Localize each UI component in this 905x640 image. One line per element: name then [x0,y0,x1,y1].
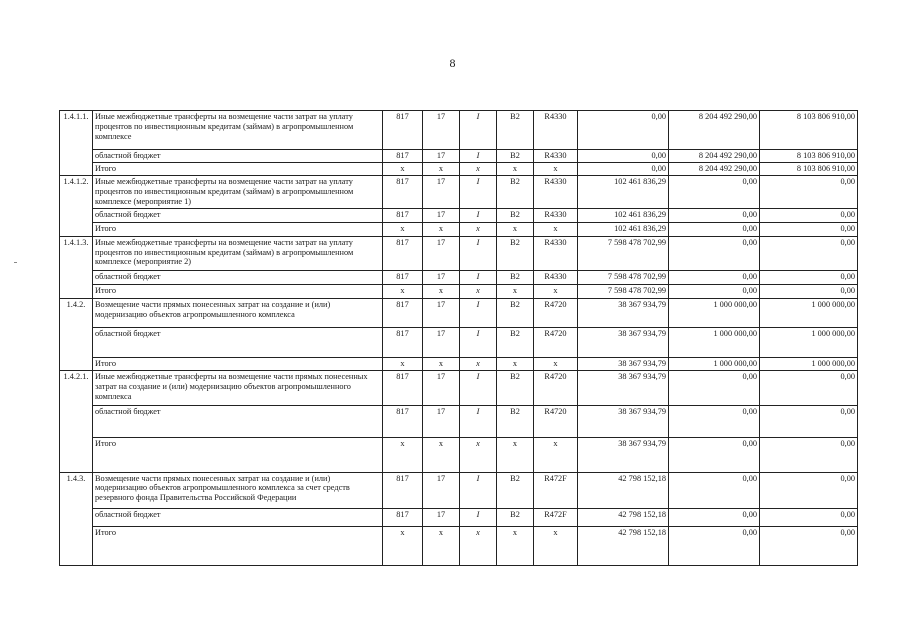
amount-year-1: 7 598 478 702,99 [578,270,669,284]
code-ministry: 817 [383,236,423,270]
item-description: Иные межбюджетные трансферты на возмещение части прямых понесенных затрат на создание и (или) модернизацию объектов агропромышленного комплекса [93,371,383,406]
code-program: 17 [423,208,460,222]
amount-year-1: 38 367 934,79 [578,406,669,438]
amount-year-3: 8 103 806 910,00 [760,150,858,163]
code-subprogram: I [460,111,497,150]
amount-year-1: 102 461 836,29 [578,222,669,236]
amount-year-1: 7 598 478 702,99 [578,284,669,298]
total-label: Итого [93,284,383,298]
code-event: х [497,358,534,371]
code-program: х [423,163,460,176]
code-event: B2 [497,508,534,526]
table-row [60,236,858,270]
item-number: 1.4.1.1. [60,111,93,176]
code-program: 17 [423,406,460,438]
code-subprogram: I [460,176,497,208]
code-program: 17 [423,298,460,327]
amount-year-1: 102 461 836,29 [578,176,669,208]
item-number: 1.4.2.1. [60,371,93,472]
code-subprogram: I [460,472,497,508]
code-subprogram: х [460,526,497,565]
code-ministry: 817 [383,208,423,222]
code-ministry: х [383,163,423,176]
code-event: B2 [497,176,534,208]
code-event: B2 [497,406,534,438]
code-ministry: 817 [383,150,423,163]
code-direction: R4720 [534,371,578,406]
budget-source-label: областной бюджет [93,328,383,358]
code-event: B2 [497,298,534,327]
amount-year-3: 0,00 [760,438,858,472]
code-ministry: 817 [383,406,423,438]
amount-year-2: 0,00 [669,222,760,236]
code-direction: R4330 [534,176,578,208]
total-label: Итого [93,222,383,236]
code-subprogram: х [460,284,497,298]
code-program: х [423,526,460,565]
amount-year-2: 0,00 [669,438,760,472]
amount-year-2: 0,00 [669,406,760,438]
item-description: Иные межбюджетные трансферты на возмещение части затрат на уплату процентов по инвестиционным кредитам (займам) в агропромышленном комплексе (мероприятие 2) [93,236,383,270]
code-direction: R4720 [534,406,578,438]
budget-source-label: областной бюджет [93,406,383,438]
amount-year-2: 0,00 [669,176,760,208]
code-subprogram: I [460,508,497,526]
code-direction: R4330 [534,236,578,270]
budget-source-label: областной бюджет [93,270,383,284]
code-ministry: 817 [383,472,423,508]
amount-year-1: 0,00 [578,150,669,163]
code-ministry: 817 [383,270,423,284]
code-subprogram: х [460,438,497,472]
code-program: 17 [423,472,460,508]
code-program: х [423,438,460,472]
code-ministry: 817 [383,176,423,208]
table-row [60,284,858,298]
code-event: B2 [497,328,534,358]
table-row [60,438,858,472]
code-event: B2 [497,270,534,284]
table-row [60,208,858,222]
amount-year-2: 8 204 492 290,00 [669,163,760,176]
code-subprogram: I [460,298,497,327]
code-subprogram: х [460,222,497,236]
code-ministry: х [383,438,423,472]
table-row [60,176,858,208]
code-subprogram: I [460,328,497,358]
total-label: Итого [93,438,383,472]
total-label: Итого [93,358,383,371]
item-description: Возмещение части прямых понесенных затрат на создание и (или) модернизацию объектов агропромышленного комплекса за счет средств резервного фонда Правительства Российской Федерации [93,472,383,508]
amount-year-3: 0,00 [760,371,858,406]
amount-year-2: 0,00 [669,236,760,270]
amount-year-1: 38 367 934,79 [578,371,669,406]
code-event: B2 [497,371,534,406]
amount-year-2: 0,00 [669,371,760,406]
total-label: Итого [93,163,383,176]
code-direction: R4330 [534,208,578,222]
amount-year-3: 0,00 [760,284,858,298]
item-description: Иные межбюджетные трансферты на возмещение части затрат на уплату процентов по инвестиционным кредитам (займам) в агропромышленном комплексе (мероприятие 1) [93,176,383,208]
code-event: х [497,284,534,298]
code-ministry: х [383,526,423,565]
amount-year-1: 102 461 836,29 [578,208,669,222]
code-direction: х [534,284,578,298]
code-direction: R4330 [534,270,578,284]
code-program: 17 [423,236,460,270]
amount-year-3: 8 103 806 910,00 [760,163,858,176]
amount-year-2: 0,00 [669,208,760,222]
amount-year-2: 8 204 492 290,00 [669,111,760,150]
amount-year-3: 0,00 [760,222,858,236]
budget-source-label: областной бюджет [93,150,383,163]
code-direction: R4330 [534,150,578,163]
code-program: х [423,284,460,298]
amount-year-2: 1 000 000,00 [669,328,760,358]
amount-year-3: 0,00 [760,236,858,270]
amount-year-1: 0,00 [578,111,669,150]
amount-year-2: 1 000 000,00 [669,358,760,371]
code-program: 17 [423,111,460,150]
code-subprogram: I [460,270,497,284]
item-number: 1.4.2. [60,298,93,370]
amount-year-3: 1 000 000,00 [760,298,858,327]
code-subprogram: х [460,163,497,176]
table-row [60,150,858,163]
code-program: 17 [423,270,460,284]
code-event: B2 [497,472,534,508]
table-row [60,163,858,176]
code-event: B2 [497,150,534,163]
amount-year-1: 7 598 478 702,99 [578,236,669,270]
amount-year-2: 0,00 [669,472,760,508]
table-row [60,406,858,438]
table-row [60,371,858,406]
amount-year-3: 0,00 [760,270,858,284]
code-program: х [423,222,460,236]
code-program: х [423,358,460,371]
amount-year-3: 1 000 000,00 [760,328,858,358]
code-program: 17 [423,150,460,163]
code-event: х [497,222,534,236]
amount-year-2: 0,00 [669,526,760,565]
amount-year-2: 8 204 492 290,00 [669,150,760,163]
table-row [60,270,858,284]
code-subprogram: I [460,150,497,163]
code-ministry: 817 [383,298,423,327]
code-direction: R472F [534,508,578,526]
code-ministry: 817 [383,508,423,526]
code-ministry: 817 [383,111,423,150]
amount-year-3: 0,00 [760,208,858,222]
code-ministry: х [383,358,423,371]
code-event: х [497,438,534,472]
code-event: B2 [497,111,534,150]
code-program: 17 [423,328,460,358]
amount-year-3: 8 103 806 910,00 [760,111,858,150]
table-row [60,358,858,371]
code-direction: х [534,163,578,176]
code-subprogram: I [460,236,497,270]
code-direction: R4330 [534,111,578,150]
code-event: B2 [497,236,534,270]
code-subprogram: х [460,358,497,371]
code-ministry: х [383,284,423,298]
table-row [60,298,858,327]
code-ministry: х [383,222,423,236]
code-ministry: 817 [383,328,423,358]
amount-year-2: 0,00 [669,508,760,526]
code-direction: R472F [534,472,578,508]
page-number: 8 [449,56,456,70]
code-direction: R4720 [534,328,578,358]
code-subprogram: I [460,406,497,438]
amount-year-3: 1 000 000,00 [760,358,858,371]
amount-year-1: 38 367 934,79 [578,298,669,327]
code-program: 17 [423,371,460,406]
code-event: х [497,526,534,565]
amount-year-1: 42 798 152,18 [578,508,669,526]
item-number: 1.4.1.3. [60,236,93,298]
table-row [60,111,858,150]
amount-year-1: 38 367 934,79 [578,438,669,472]
amount-year-1: 38 367 934,79 [578,328,669,358]
code-subprogram: I [460,208,497,222]
amount-year-2: 0,00 [669,270,760,284]
table-row [60,526,858,565]
budget-table [59,110,858,566]
code-event: х [497,163,534,176]
item-number: 1.4.3. [60,472,93,565]
code-program: 17 [423,508,460,526]
amount-year-3: 0,00 [760,526,858,565]
code-subprogram: I [460,371,497,406]
amount-year-1: 0,00 [578,163,669,176]
table-row [60,508,858,526]
table-row [60,222,858,236]
code-direction: R4720 [534,298,578,327]
budget-source-label: областной бюджет [93,208,383,222]
code-program: 17 [423,176,460,208]
table-row [60,328,858,358]
amount-year-1: 42 798 152,18 [578,526,669,565]
table-row [60,472,858,508]
total-label: Итого [93,526,383,565]
item-number: 1.4.1.2. [60,176,93,237]
amount-year-1: 38 367 934,79 [578,358,669,371]
code-direction: х [534,526,578,565]
budget-table-body [60,111,858,566]
code-direction: х [534,358,578,371]
code-ministry: 817 [383,371,423,406]
code-direction: х [534,438,578,472]
amount-year-3: 0,00 [760,472,858,508]
item-description: Возмещение части прямых понесенных затрат на создание и (или) модернизацию объектов агропромышленного комплекса [93,298,383,327]
amount-year-3: 0,00 [760,406,858,438]
margin-mark [14,262,17,263]
item-description: Иные межбюджетные трансферты на возмещение части затрат на уплату процентов по инвестиционным кредитам (займам) в агропромышленном комплексе [93,111,383,150]
amount-year-1: 42 798 152,18 [578,472,669,508]
amount-year-3: 0,00 [760,508,858,526]
amount-year-2: 1 000 000,00 [669,298,760,327]
amount-year-3: 0,00 [760,176,858,208]
code-direction: х [534,222,578,236]
amount-year-2: 0,00 [669,284,760,298]
budget-source-label: областной бюджет [93,508,383,526]
code-event: B2 [497,208,534,222]
